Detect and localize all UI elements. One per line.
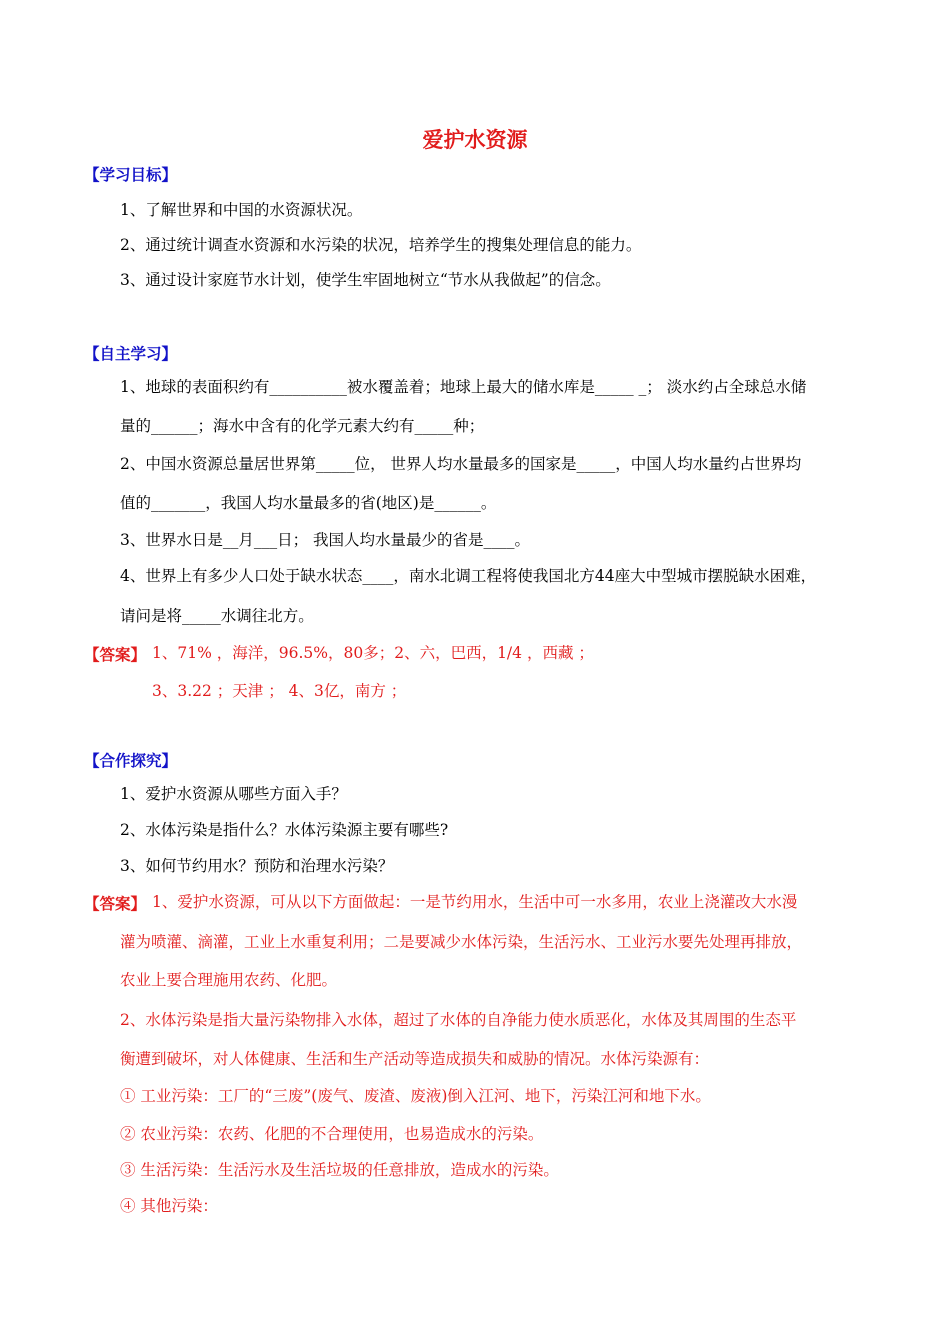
inquiry-item: 2、水体污染是指什么？水体污染源主要有哪些? bbox=[120, 821, 449, 839]
question-line: 量的______；海水中含有的化学元素大约有_____种； bbox=[120, 417, 485, 435]
inquiry-item: 1、爱护水资源从哪些方面入手？ bbox=[120, 785, 347, 803]
question-line: 值的_______，我国人均水量最多的省(地区)是______。 bbox=[120, 494, 497, 512]
answer-text: 灌为喷灌、滴灌，工业上水重复利用；二是要减少水体污染，生活污水、工业污水要先处理再排放， bbox=[120, 933, 803, 951]
question-line: 3、世界水日是__月___日； 我国人均水量最少的省是____。 bbox=[120, 531, 531, 549]
goal-item: 2、通过统计调查水资源和水污染的状况，培养学生的搜集处理信息的能力。 bbox=[120, 236, 642, 254]
answer-text: 衡遭到破坏，对人体健康、生活和生产活动等造成损失和威胁的情况。水体污染源有： bbox=[120, 1050, 710, 1068]
answer-text: ③ 生活污染：生活污水及生活垃圾的任意排放，造成水的污染。 bbox=[120, 1161, 559, 1179]
question-line: 4、世界上有多少人口处于缺水状态____，南水北调工程将使我国北方44座大中型城市摆脱缺水困难， bbox=[120, 567, 817, 585]
answer-text: 2、水体污染是指大量污染物排入水体，超过了水体的自净能力使水质恶化，水体及其周围的生态平 bbox=[120, 1011, 797, 1029]
question-line: 1、地球的表面积约有__________被水覆盖着；地球上最大的储水库是_____ _； 淡水约占全球总水储 bbox=[120, 378, 807, 396]
question-line: 2、中国水资源总量居世界第_____位， 世界人均水量最多的国家是_____，中国人均水量约占世界均 bbox=[120, 455, 802, 473]
answer-label: 【答案】 bbox=[84, 646, 147, 664]
question-line: 请问是将_____水调往北方。 bbox=[120, 607, 314, 625]
goal-item: 3、通过设计家庭节水计划，使学生牢固地树立“节水从我做起”的信念。 bbox=[120, 271, 611, 289]
answer-label: 【答案】 bbox=[84, 895, 147, 913]
page-title: 爱护水资源 bbox=[422, 128, 528, 152]
section-heading-self-study: 【自主学习】 bbox=[84, 345, 178, 363]
answer-text: ① 工业污染：工厂的“三废”(废气、废渣、废液)倒入江河、地下，污染江河和地下水。 bbox=[120, 1087, 711, 1105]
goal-item: 1、了解世界和中国的水资源状况。 bbox=[120, 201, 363, 219]
answer-text: 3、3.22 ；天津 ； 4、3亿，南方 ； bbox=[152, 682, 407, 700]
section-heading-learning-goals: 【学习目标】 bbox=[84, 166, 178, 184]
answer-text: 农业上要合理施用农药、化肥。 bbox=[120, 971, 338, 989]
answer-text: 1、爱护水资源，可从以下方面做起：一是节约用水，生活中可一水多用，农业上浇灌改大水漫 bbox=[152, 893, 798, 911]
answer-text: ② 农业污染：农药、化肥的不合理使用，也易造成水的污染。 bbox=[120, 1125, 544, 1143]
answer-text: 1、71% ，海洋，96.5%，80多；2、六，巴西，1/4 ，西藏 ； bbox=[152, 644, 594, 662]
answer-text: ④ 其他污染： bbox=[120, 1197, 218, 1215]
inquiry-item: 3、如何节约用水？预防和治理水污染？ bbox=[120, 857, 394, 875]
section-heading-cooperative-inquiry: 【合作探究】 bbox=[84, 752, 178, 770]
